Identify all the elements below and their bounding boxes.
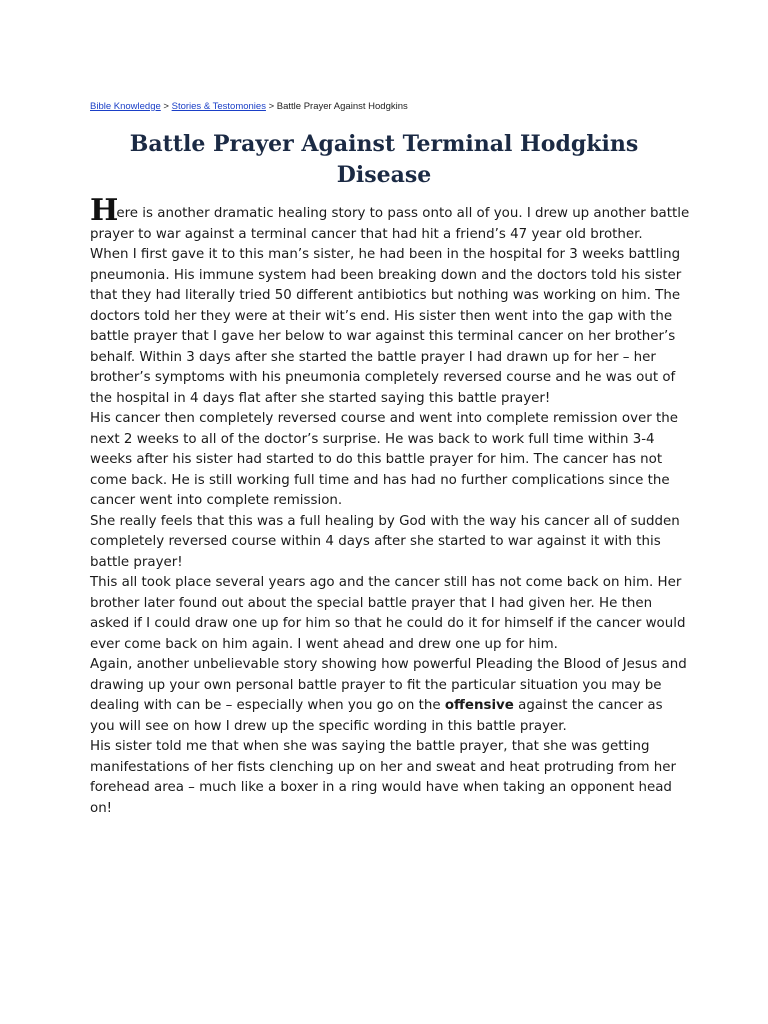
article-paragraph: His sister told me that when she was saying the battle prayer, that she was getting manifestations of her fists clenching up on her and sweat and heat protruding from her forehead area – much like a boxer in a ring would have when taking an opponent head on! xyxy=(90,739,677,816)
emphasized-text: offensive xyxy=(444,698,514,713)
breadcrumb-separator: > xyxy=(265,101,277,112)
article-paragraph: When I first gave it to this man’s sister, he had been in the hospital for 3 weeks battling pneumonia. His immune system had been breaking down and the doctors told his sister that they had literally tried 50 different antibiotics but nothing was working on him. The doctors told her they were at their wit’s end. His sister then went into the gap with the battle prayer that I gave her below to war against this terminal cancer on her brother’s behalf. Within 3 days after she started the battle prayer I had drawn up for her – her brother’s symptoms with his pneumonia completely reversed course and he was out of the hospital in 4 days flat after she started saying this battle prayer! xyxy=(90,247,682,406)
breadcrumb-link-bible-knowledge[interactable]: Bible Knowledge xyxy=(90,101,161,112)
breadcrumb-link-stories-testomonies[interactable]: Stories & Testomonies xyxy=(171,101,266,112)
article-body xyxy=(90,193,690,819)
article-paragraph: His cancer then completely reversed course and went into complete remission over the next 2 weeks to all of the doctor’s surprise. He was back to work full time within 3-4 weeks after his sister had started to do this battle prayer for him. The cancer has not come back. He is still working full time and has had no further complications since the cancer went into complete remission. xyxy=(90,411,678,508)
paragraph-text: against the cancer as you will see on how I drew up the specific wording in this battle prayer. xyxy=(90,698,663,734)
drop-cap: H xyxy=(90,193,117,228)
breadcrumb-current-page: Battle Prayer Against Hodgkins xyxy=(276,101,408,112)
paragraph-text: Again, another unbelievable story showing how powerful Pleading the Blood of Jesus and drawing up your own personal battle prayer to fit the particular situation you may be dealing with can be – especially when you go on the xyxy=(90,657,687,713)
page-title: Battle Prayer Against Terminal Hodgkins Disease xyxy=(129,131,639,188)
article-paragraph xyxy=(90,655,690,737)
article-paragraph: She really feels that this was a full healing by God with the way his cancer all of sudden completely reversed course within 4 days after she started to war against it with this battle prayer! xyxy=(90,513,680,570)
article-paragraph xyxy=(90,193,690,245)
breadcrumb-separator: > xyxy=(160,101,172,112)
breadcrumb xyxy=(90,101,408,112)
article-paragraph: This all took place several years ago and the cancer still has not come back on him. Her brother later found out about the special battle prayer that I had given her. He then asked if I could draw one up for him so that he could do it for himself if the cancer would ever come back on him again. I went ahead and drew one up for him. xyxy=(90,575,686,652)
paragraph-text: ere is another dramatic healing story to pass onto all of you. I drew up another battle prayer to war against a terminal cancer that had hit a friend’s 47 year old brother. xyxy=(90,206,690,242)
